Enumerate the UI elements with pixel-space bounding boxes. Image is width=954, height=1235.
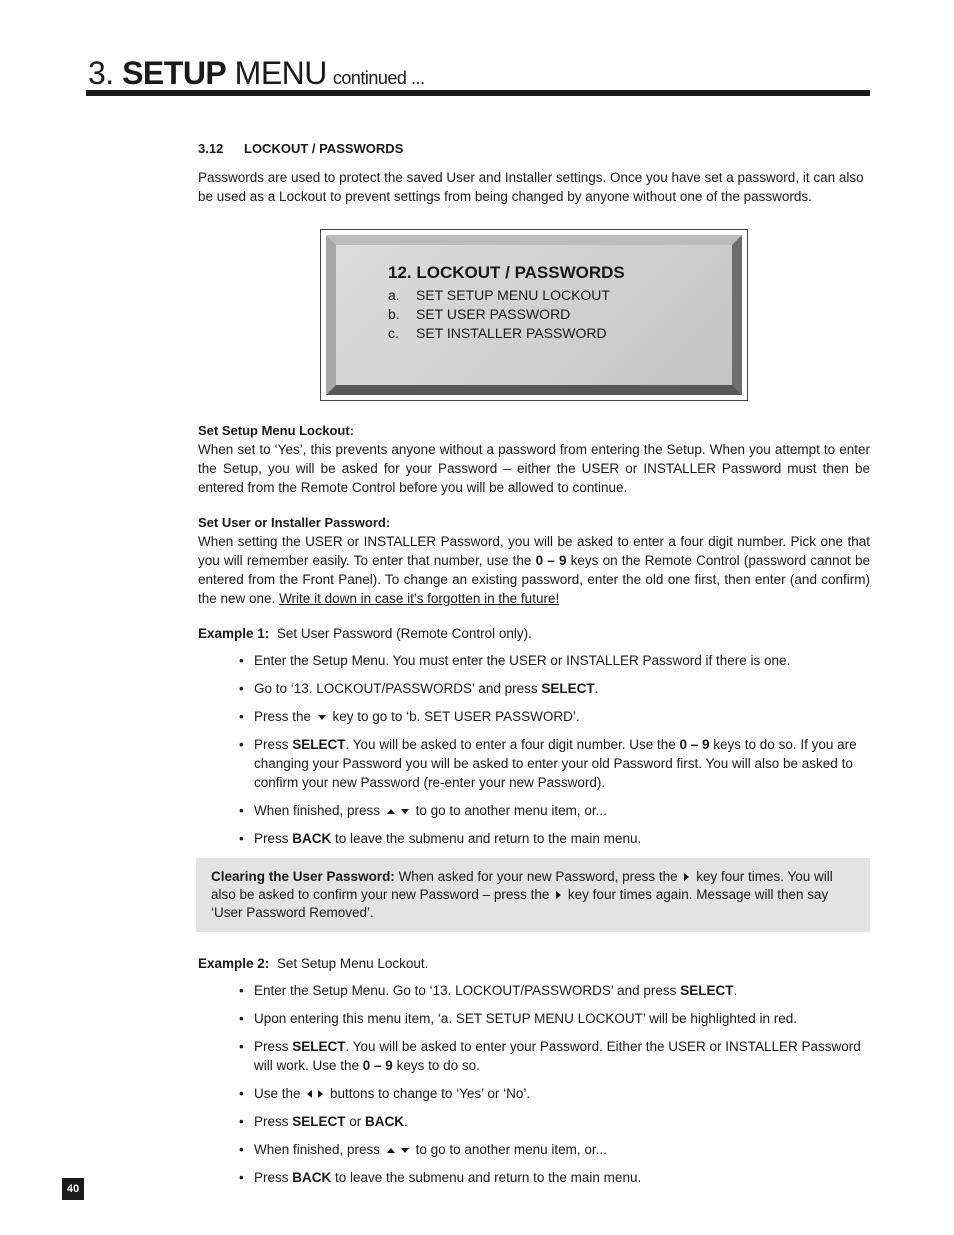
menu-screen-item: a. SET SETUP MENU LOCKOUT [388, 287, 610, 303]
list-item: • When finished, press to go to another menu item, or... [239, 1142, 607, 1157]
list-item: • Press BACK to leave the submenu and return to the main menu. [239, 831, 642, 846]
example-1-steps [198, 651, 870, 848]
page-content [198, 139, 870, 1196]
list-item: • Press SELECT. You will be asked to enter a four digit number. Use the 0 – 9 keys to do so. If you are changing your Password you will be asked to enter your old Password first. You will also be asked to confirm your new Password (re-enter your new Password). [239, 737, 857, 790]
triangle-right-icon [556, 891, 561, 899]
triangle-left-icon [307, 1090, 312, 1098]
menu-screen-item: c. SET INSTALLER PASSWORD [388, 325, 607, 341]
menu-screen-title: 12. LOCKOUT / PASSWORDS [388, 263, 625, 282]
password-paragraph: When setting the USER or INSTALLER Password, you will be asked to enter a four digit number. Pick one that you will remember easily. To enter that number, use the 0 – 9 keys on the Remote Control (password cannot be entered from the Front Panel). To change an existing password, enter the old one first, then enter (and confirm) the new one. Write it down in case it’s forgotten in the future! [198, 534, 870, 606]
triangle-down-icon [318, 715, 326, 720]
chapter-title-menu: MENU [234, 55, 327, 91]
triangle-up-icon [387, 809, 395, 814]
page-number: 40 [62, 1178, 84, 1200]
chapter-number: 3. [88, 55, 114, 91]
example-2-steps [198, 981, 870, 1187]
password-heading: Set User or Installer Password: [198, 515, 391, 530]
page-header [86, 52, 870, 96]
underlined-warning: Write it down in case it’s forgotten in the future! [279, 591, 560, 606]
lockout-paragraph: When set to ‘Yes’, this prevents anyone without a password from entering the Setup. When you attempt to enter the Setup, you will be asked for your Password – either the USER or INSTALLER Password must then be entered from the Remote Control before you will be allowed to continue. [198, 442, 870, 495]
triangle-up-icon [387, 1148, 395, 1153]
list-item: • Use the buttons to change to ‘Yes’ or ‘No’. [239, 1086, 531, 1101]
example-2-heading: Example 2: Set Setup Menu Lockout. [198, 956, 429, 971]
section-number: 3.12 [198, 141, 224, 156]
chapter-title-setup: SETUP [122, 55, 227, 91]
list-item: • Press SELECT or BACK. [239, 1114, 408, 1129]
triangle-down-icon [401, 1148, 409, 1153]
list-item: • Press the key to go to ‘b. SET USER PASSWORD’. [239, 709, 580, 724]
list-item: • Enter the Setup Menu. Go to ‘13. LOCKOUT/PASSWORDS’ and press SELECT. [239, 983, 738, 998]
lockout-heading: Set Setup Menu Lockout: [198, 423, 354, 438]
list-item: • Go to ‘13. LOCKOUT/PASSWORDS’ and press SELECT. [239, 681, 599, 696]
list-item: • Press SELECT. You will be asked to enter your Password. Either the USER or INSTALLER Password will work. Use the 0 – 9 keys to do so. [239, 1039, 861, 1073]
list-item: • Enter the Setup Menu. You must enter the USER or INSTALLER Password if there is one. [239, 653, 791, 668]
menu-screen-panel [326, 235, 742, 395]
section-heading [198, 139, 870, 158]
list-item: • When finished, press to go to another menu item, or... [239, 803, 607, 818]
page-title [88, 55, 424, 92]
section-title: LOCKOUT / PASSWORDS [244, 141, 404, 156]
menu-screen-item: b. SET USER PASSWORD [388, 306, 571, 322]
clearing-password-note: Clearing the User Password: When asked for your new Password, press the key four times. You will also be asked to confirm your new Password – press the key four times again. Message will then say ‘User Password Removed’. [196, 858, 870, 932]
menu-screen-illustration [320, 229, 748, 401]
intro-paragraph: Passwords are used to protect the saved User and Installer settings. Once you have set a password, it can also be used as a Lockout to prevent settings from being changed by anyone without one of the passwords. [198, 170, 864, 204]
example-1-heading: Example 1: Set User Password (Remote Control only). [198, 626, 532, 641]
list-item: • Press BACK to leave the submenu and return to the main menu. [239, 1170, 642, 1185]
triangle-down-icon [401, 809, 409, 814]
list-item: • Upon entering this menu item, ‘a. SET SETUP MENU LOCKOUT’ will be highlighted in red. [239, 1011, 797, 1026]
triangle-right-icon [684, 873, 689, 881]
continued-label: continued ... [332, 68, 425, 88]
triangle-right-icon [318, 1090, 323, 1098]
